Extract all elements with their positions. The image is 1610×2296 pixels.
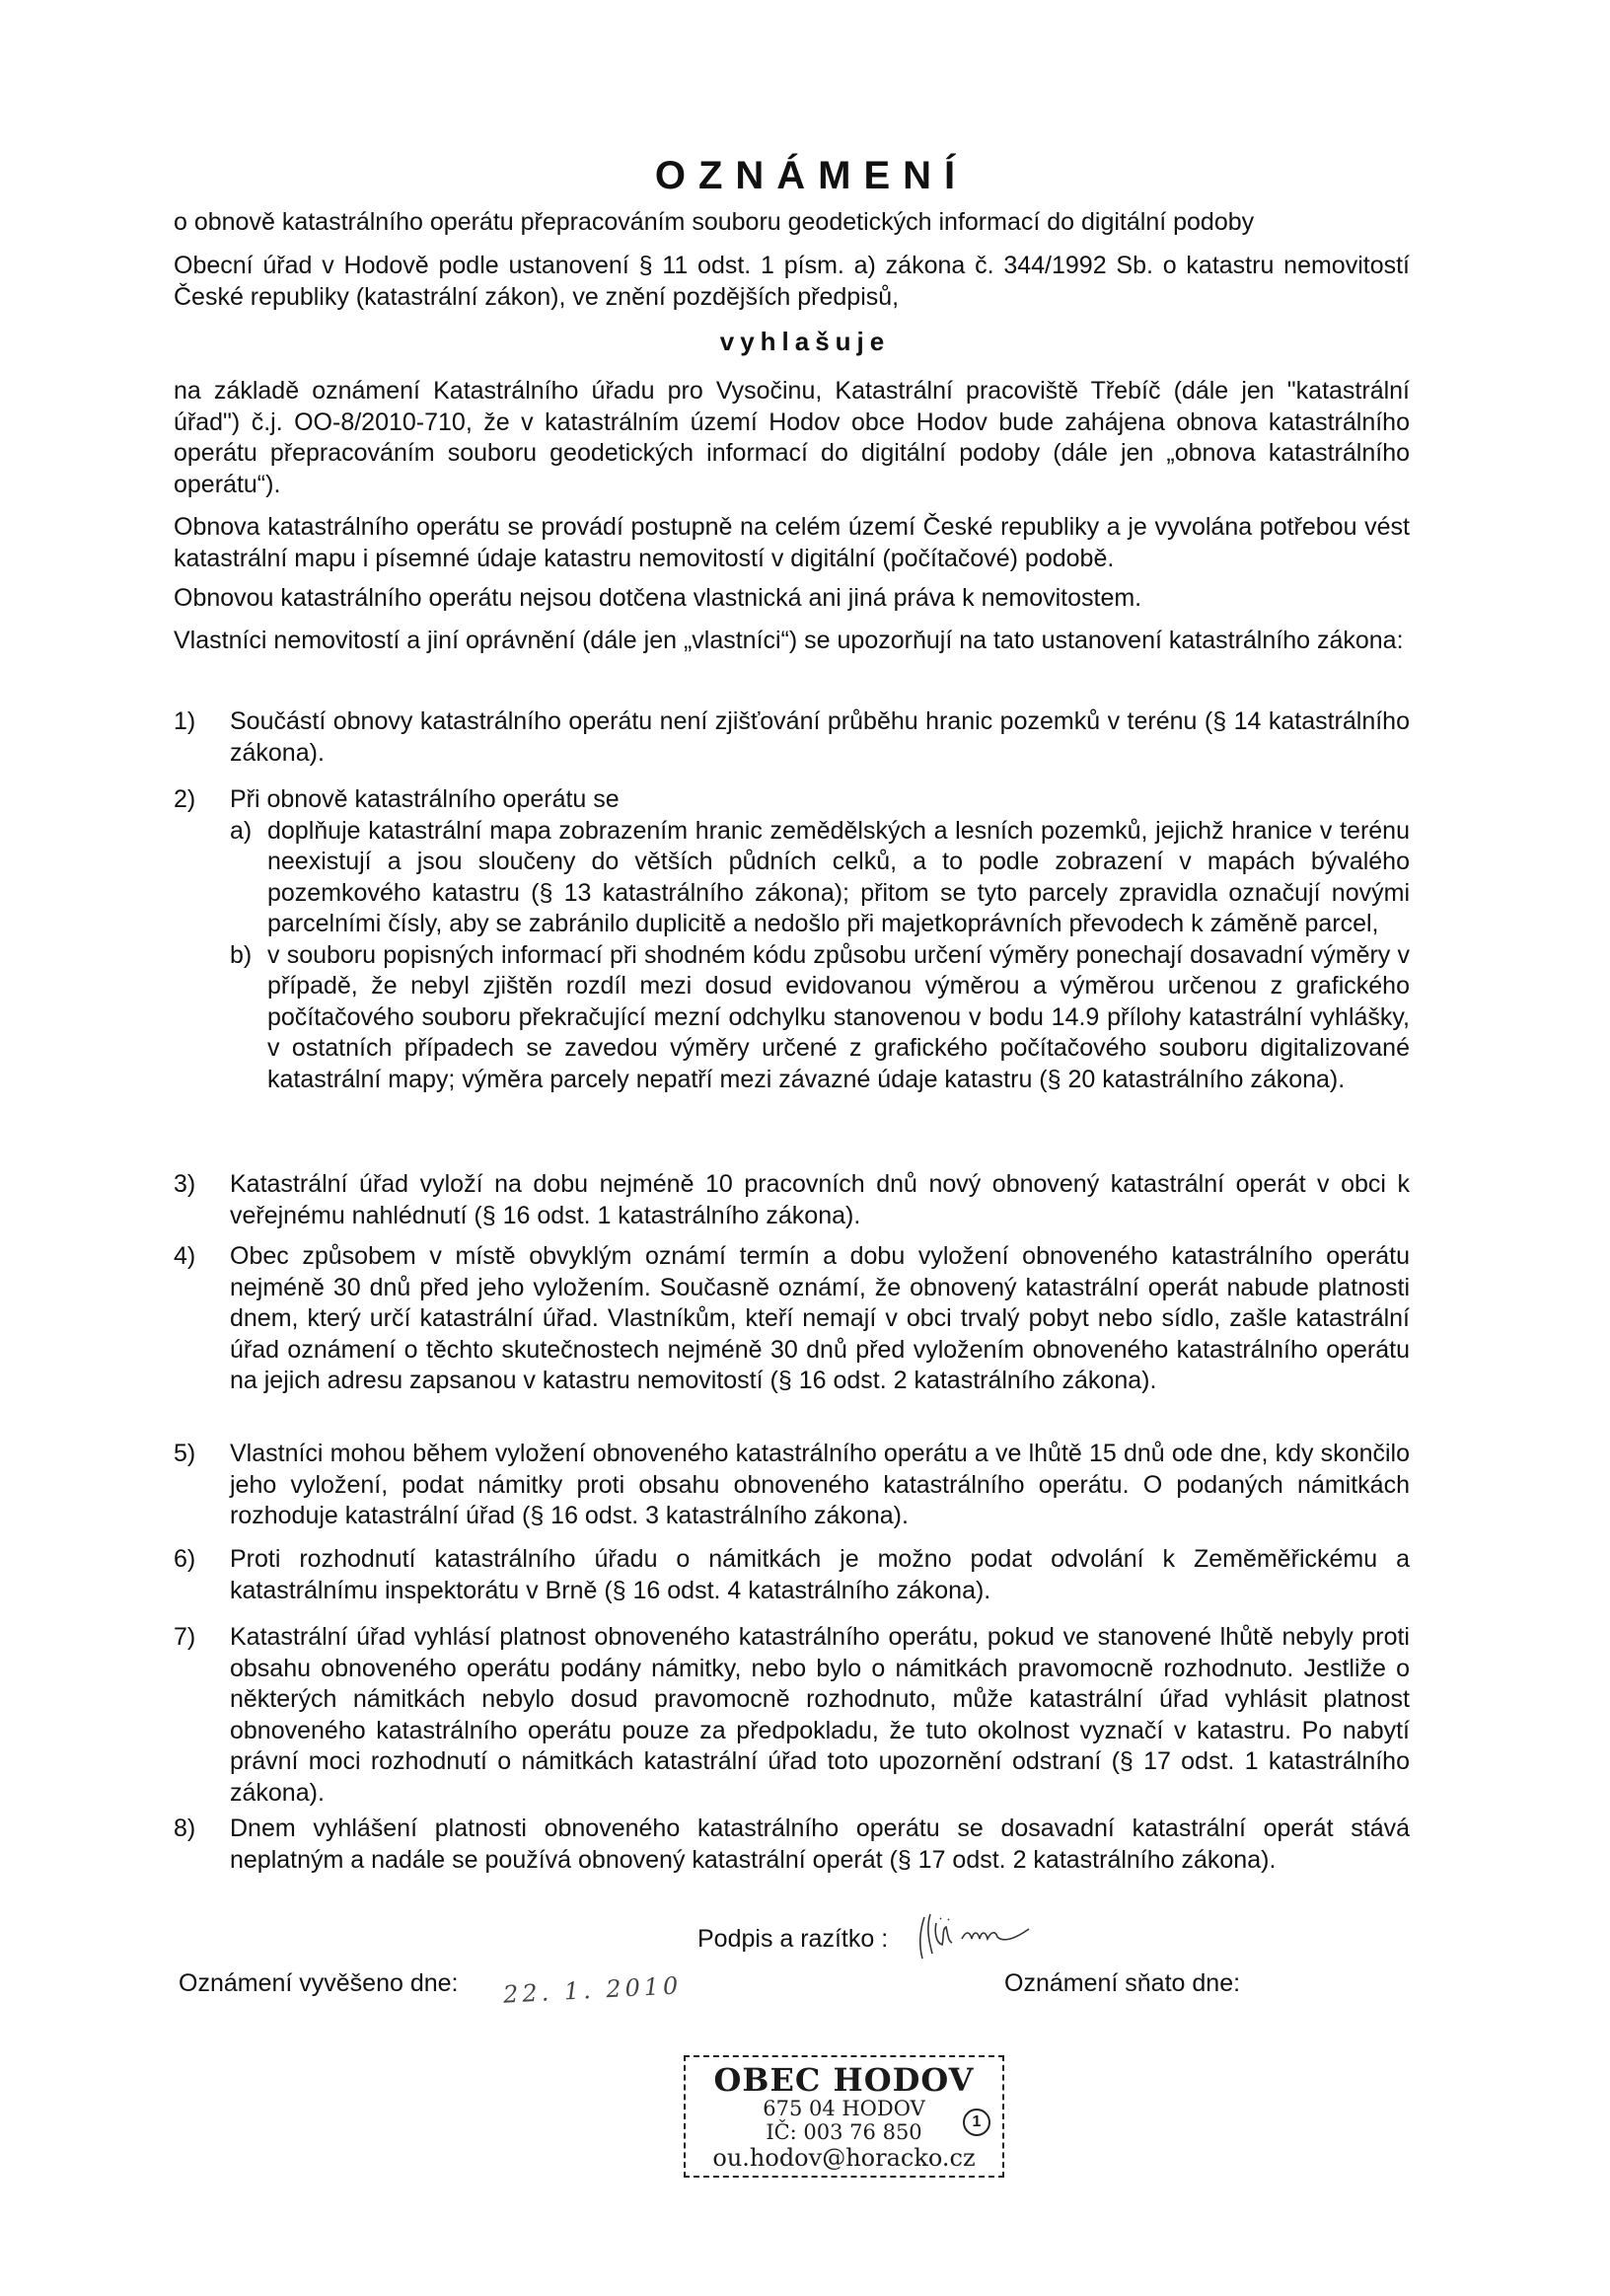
list-item-text: Proti rozhodnutí katastrálního úřadu o námitkách je možno podat odvolání k Zeměměřickému a katastrálnímu inspektorátu v Brně (§ 16 odst. 4 katastrálního zákona).	[230, 1545, 1410, 1604]
stamp-email: ou.hodov@horacko.cz	[712, 2144, 976, 2172]
list-item-text: Dnem vyhlášení platnosti obnoveného katastrálního operátu se dosavadní katastrální operát stává neplatným a nadále se používá obnovený katastrální operát (§ 17 odst. 2 katastrálního zákona).	[230, 1815, 1410, 1874]
paragraph-purpose: Obnova katastrálního operátu se provádí postupně na celém území České republiky a je vyvolána potřebou vést katastrální mapu i písemné údaje katastru nemovitostí v digitální (počítačové) podobě.	[174, 513, 1410, 572]
document-title: OZNÁMENÍ	[654, 154, 969, 197]
sub-item	[230, 816, 1410, 940]
removed-date-label: Oznámení sňato dne:	[1004, 1969, 1241, 1997]
stamp-name: OBEC HODOV	[713, 2061, 975, 2099]
list-item-text: Součástí obnovy katastrálního operátu není zjišťování průběhu hranic pozemků v terénu (§ 14 katastrálního zákona).	[230, 707, 1410, 767]
list-item-number: 5)	[174, 1440, 196, 1467]
list-item-number: 2)	[174, 785, 196, 813]
signature-label: Podpis a razítko :	[697, 1925, 889, 1953]
list-item-text: Obec způsobem v místě obvyklým oznámí termín a dobu vyložení obnoveného katastrálního operátu nejméně 30 dnů před jeho vyložením. Současně oznámí, že obnovený katastrální operát nabude platnosti dnem, který určí katastrální úřad. Vlastníkům, kteří nemají v obci trvalý pobyt nebo sídlo, zašle katastrální úřad oznámení o těchto skutečnostech nejméně 30 dnů před vyložením obnoveného katastrálního operátu na jejich adresu zapsanou v katastru nemovitostí (§ 16 odst. 2 katastrálního zákona).	[230, 1242, 1410, 1394]
paragraph-rights: Obnovou katastrálního operátu nejsou dotčena vlastnická ani jiná práva k nemovitostem.	[174, 584, 1142, 612]
handwritten-signature-icon	[913, 1909, 1061, 1963]
sub-item-marker: b)	[230, 940, 253, 969]
sub-item-text: v souboru popisných informací při shodném kódu způsobu určení výměry ponechají dosavadní výměry v případě, že nebyl zjištěn rozdíl mezi dosud evidovanou výměrou a výměrou určenou z grafického počítačového souboru překračující mezní odchylku stanovenou v bodu 14.9 přílohy katastrální vyhlášky, v ostatních případech se zavedou výměry určené z grafického počítačového souboru digitalizované katastrální mapy; výměra parcely nepatří mezi závazné údaje katastru (§ 20 katastrálního zákona).	[267, 940, 1410, 1093]
list-item-text: Katastrální úřad vyloží na dobu nejméně 10 pracovních dnů nový obnovený katastrální operát v obci k veřejnému nahlédnutí (§ 16 odst. 1 katastrálního zákona).	[230, 1170, 1410, 1229]
list-item-number: 4)	[174, 1242, 196, 1270]
list-item	[174, 706, 1410, 769]
paragraph-owners-notice: Vlastníci nemovitostí a jiní oprávnění (dále jen „vlastníci“) se upozorňují na tato ustanovení katastrálního zákona:	[174, 627, 1404, 654]
list-item	[174, 1814, 1410, 1876]
list-item	[174, 1622, 1410, 1809]
list-item	[174, 1169, 1410, 1231]
list-item-number: 3)	[174, 1170, 196, 1198]
stamp-address: 675 04 HODOV	[763, 2097, 925, 2120]
sub-item-marker: a)	[230, 816, 253, 845]
list-item-number: 1)	[174, 707, 196, 735]
list-item-number: 8)	[174, 1815, 196, 1842]
stamp-ico: IČ: 003 76 850	[766, 2120, 922, 2144]
list-item-number: 7)	[174, 1623, 196, 1651]
intro-paragraph: Obecní úřad v Hodově podle ustanovení § 11 odst. 1 písm. a) zákona č. 344/1992 Sb. o katastru nemovitostí České republiky (katastrální zákon), ve znění pozdějších předpisů,	[174, 252, 1410, 311]
sub-item-text: doplňuje katastrální mapa zobrazením hranic zemědělských a lesních pozemků, jejichž hranice v terénu neexistují a jsou sloučeny do větších půdních celků, a to podle zobrazení v mapách bývalého pozemkového katastru (§ 13 katastrálního zákona); přitom se tyto parcely zpravidla označují novými parcelními čísly, aby se zabránilo duplicitě a nedošlo při majetkoprávních převodech k záměně parcel,	[267, 816, 1410, 937]
sub-item	[230, 940, 1410, 1096]
list-item-text: Při obnově katastrálního operátu se	[230, 785, 620, 813]
proclaims-heading: vyhlašuje	[719, 327, 891, 356]
list-item-number: 6)	[174, 1545, 196, 1573]
list-item-text: Katastrální úřad vyhlásí platnost obnoveného katastrálního operátu, pokud ve stanovené lhůtě nebyly proti obsahu obnoveného operátu podány námitky, nebo bylo o námitkách pravomocně rozhodnuto. Jestliže o některých námitkách nebylo dosud pravomocně rozhodnuto, může katastrální úřad vyhlásit platnost obnoveného katastrálního operátu pouze za předpokladu, že tuto okolnost vyznačí v katastru. Po nabytí právní moci rozhodnutí o námitkách katastrální úřad toto upozornění odstraní (§ 17 odst. 1 katastrálního zákona).	[230, 1623, 1410, 1807]
list-item	[174, 1544, 1410, 1606]
posted-date-value: 22. 1. 2010	[502, 1971, 683, 2009]
official-stamp	[684, 2055, 1004, 2178]
stamp-number-badge: 1	[963, 2109, 990, 2136]
list-item	[174, 1241, 1410, 1397]
posted-date-label: Oznámení vyvěšeno dne:	[179, 1969, 459, 1997]
document-subtitle: o obnově katastrálního operátu přepracováním souboru geodetických informací do digitální podoby	[174, 208, 1255, 236]
list-item	[174, 1439, 1410, 1532]
list-item	[174, 784, 1410, 1095]
list-item-text: Vlastníci mohou během vyložení obnoveného katastrálního operátu a ve lhůtě 15 dnů ode dne, kdy skončilo jeho vyložení, podat námitky proti obsahu obnoveného katastrálního operátu. O podaných námitkách rozhoduje katastrální úřad (§ 16 odst. 3 katastrálního zákona).	[230, 1440, 1410, 1529]
paragraph-basis: na základě oznámení Katastrálního úřadu pro Vysočinu, Katastrální pracoviště Třebíč (dále jen "katastrální úřad") č.j. OO-8/2010-710, že v katastrálním území Hodov obce Hodov bude zahájena obnova katastrálního operátu přepracováním souboru geodetických informací do digitální podoby (dále jen „obnova katastrálního operátu“).	[174, 377, 1410, 498]
